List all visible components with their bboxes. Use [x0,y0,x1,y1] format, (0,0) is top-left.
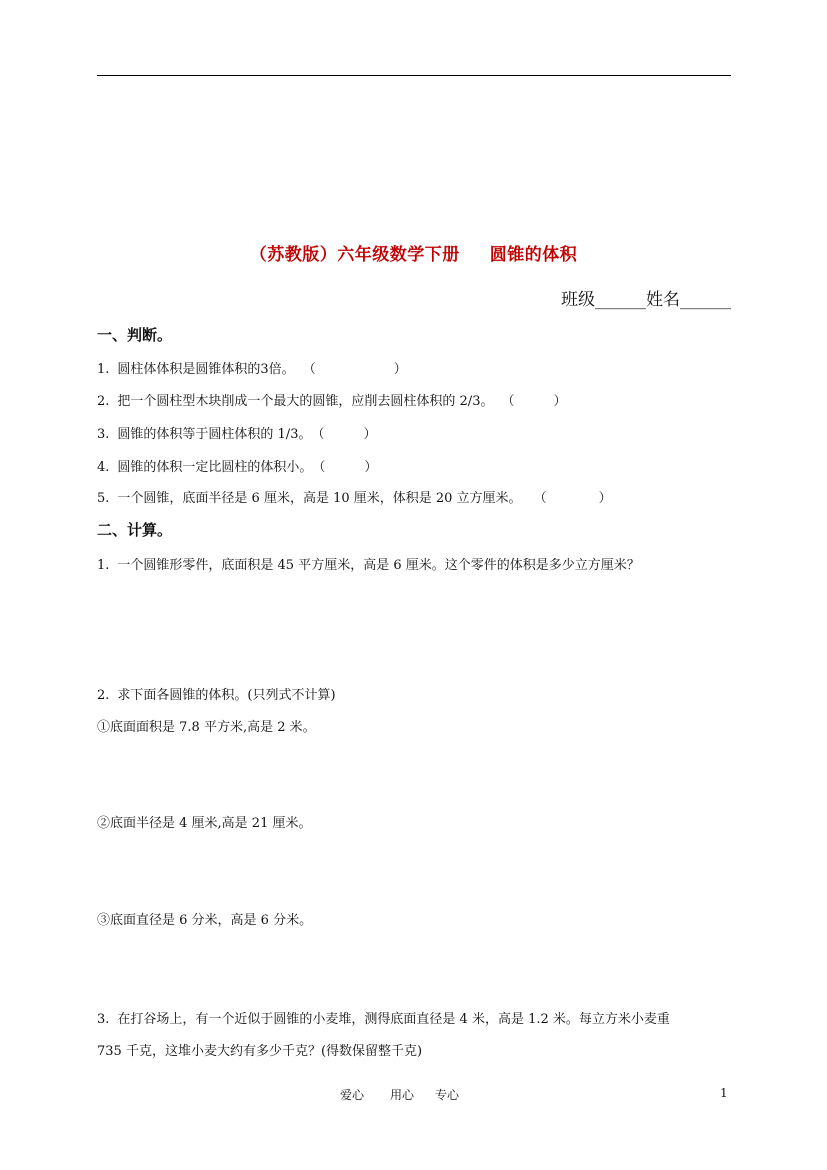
answer-paren: （ ） [311,427,377,442]
calc-question-1 [97,554,640,573]
footer-motto-1: 爱心 [340,1088,365,1102]
calc-sub-2: ②底面半径是 4 厘米,高是 21 厘米。 [97,816,312,831]
item-number: 1. [97,362,110,377]
section-heading-calc: 二、计算。 [97,521,173,539]
judge-item-3 [97,423,376,442]
item-text: 圆锥的体积等于圆柱体积的 1/3。 [117,427,312,442]
section-heading-judge: 一、判断。 [97,326,173,344]
item-text: 求下面各圆锥的体积。(只列式不计算) [117,688,336,703]
calc-question-3 [97,1008,670,1027]
item-number: 3. [97,1012,110,1027]
footer-motto-3: 专心 [435,1088,460,1102]
item-number: 1. [97,558,110,573]
calc-sub-3: ③底面直径是 6 分米，高是 6 分米。 [97,913,313,928]
item-number: 2. [97,688,110,703]
header-rule [97,75,731,76]
item-number: 4. [97,460,110,475]
answer-paren: （ ） [533,491,612,506]
judge-item-4 [97,456,377,475]
answer-paren: （ ） [302,362,407,377]
item-text: 圆柱体体积是圆锥体积的3倍。 [117,362,295,377]
item-text: 在打谷场上，有一个近似于圆锥的小麦堆，测得底面直径是 4 米，高是 1.2 米。每立方米小麦重 [117,1012,670,1027]
footer-motto-2: 用心 [390,1088,415,1102]
page-title [0,240,827,265]
judge-item-5 [97,487,612,506]
title-left: （苏教版）六年级数学下册 [249,245,460,265]
page-number: 1 [720,1086,728,1100]
calc-question-2 [97,684,336,703]
judge-item-1 [97,358,407,377]
calc-sub-1: ①底面面积是 7.8 平方米,高是 2 米。 [97,720,316,735]
judge-item-2 [97,390,566,409]
item-text: 一个圆锥，底面半径是 6 厘米，高是 10 厘米，体积是 20 立方厘米。 [117,491,522,506]
item-text: 一个圆锥形零件，底面积是 45 平方厘米，高是 6 厘米。这个零件的体积是多少立方厘米？ [117,558,640,573]
answer-paren: （ ） [312,460,378,475]
item-text: 把一个圆柱型木块削成一个最大的圆锥，应削去圆柱体积的 2/3。 [117,394,494,409]
item-number: 5. [97,491,110,506]
title-right: 圆锥的体积 [489,245,578,265]
class-name-line: 班级______姓名______ [561,290,731,310]
calc-question-3-line2: 735 千克，这堆小麦大约有多少千克？(得数保留整千克) [97,1044,423,1059]
item-text: 圆锥的体积一定比圆柱的体积小。 [117,460,313,475]
item-number: 2. [97,394,110,409]
answer-paren: （ ） [501,394,567,409]
item-number: 3. [97,427,110,442]
